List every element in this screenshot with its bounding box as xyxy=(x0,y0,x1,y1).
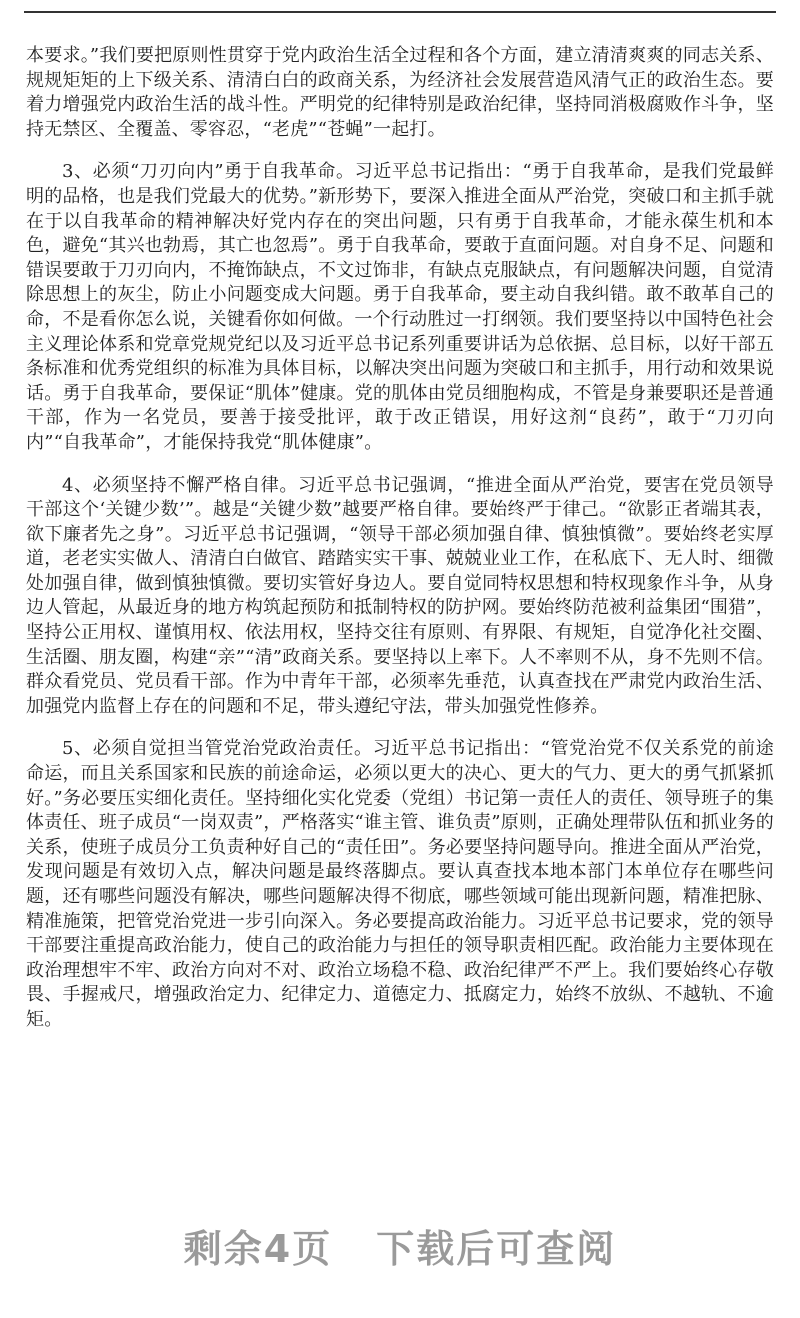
top-divider xyxy=(24,11,776,13)
download-prompt[interactable] xyxy=(0,1218,800,1273)
download-hint-label: 下载后可查阅 xyxy=(376,1227,617,1271)
document-body xyxy=(26,44,774,1051)
paragraph-section-5: 5、必须自觉担当管党治党政治责任。习近平总书记指出：“管党治党不仅关系党的前途命运，而且关系国家和民族的前途命运，必须以更大的决心、更大的气力、更大的勇气抓紧抓好。”务必要压实细化责任。坚持细化实化党委（党组）书记第一责任人的责任、领导班子的集体责任、班子成员“一岗双责”，严格落实“谁主管、谁负责”原则，正确处理带队伍和抓业务的关系，使班子成员分工负责种好自己的“责任田”。务必要坚持问题导向。推进全面从严治党，发现问题是有效切入点，解决问题是最终落脚点。要认真查找本地本部门本单位存在哪些问题，还有哪些问题没有解决，哪些问题解决得不彻底，哪些领域可能出现新问题，精准把脉、精准施策，把管党治党进一步引向深入。务必要提高政治能力。习近平总书记要求，党的领导干部要注重提高政治能力，使自己的政治能力与担任的领导职责相匹配。政治能力主要体现在政治理想牢不牢、政治方向对不对、政治立场稳不稳、政治纪律严不严上。我们要始终心存敬畏、手握戒尺，增强政治定力、纪律定力、道德定力、抵腐定力，始终不放纵、不越轨、不逾矩。 xyxy=(26,738,774,1030)
paragraph-continuation: 本要求。”我们要把原则性贯穿于党内政治生活全过程和各个方面，建立清清爽爽的同志关系、规规矩矩的上下级关系、清清白白的政商关系，为经济社会发展营造风清气正的政治生态。要着力增强党内政治生活的战斗性。严明党的纪律特别是政治纪律，坚持同消极腐败作斗争，坚持无禁区、全覆盖、零容忍，“老虎”“苍蝇”一起打。 xyxy=(26,45,774,140)
paragraph-section-3: 3、必须“刀刃向内”勇于自我革命。习近平总书记指出：“勇于自我革命，是我们党最鲜明的品格，也是我们党最大的优势。”新形势下，要深入推进全面从严治党，突破口和主抓手就在于以自我革命的精神解决好党内存在的突出问题，只有勇于自我革命，才能永葆生机和本色，避免“其兴也勃焉，其亡也忽焉”。勇于自我革命，要敢于直面问题。对自身不足、问题和错误要敢于刀刃向内，不掩饰缺点，不文过饰非，有缺点克服缺点，有问题解决问题，自觉清除思想上的灰尘，防止小问题变成大问题。勇于自我革命，要主动自我纠错。敢不敢革自己的命，不是看你怎么说，关键看你如何做。一个行动胜过一打纲领。我们要坚持以中国特色社会主义理论体系和党章党规党纪以及习近平总书记系列重要讲话为总依据、总目标，以好干部五条标准和优秀党组织的标准为具体目标，以解决突出问题为突破口和主抓手，用行动和效果说话。勇于自我革命，要保证“肌体”健康。党的肌体由党员细胞构成，不管是身兼要职还是普通干部，作为一名党员，要善于接受批评，敢于改正错误，用好这剂“良药”，敢于“刀刃向内”“自我革命”，才能保持我党“肌体健康”。 xyxy=(26,161,774,453)
paragraph-section-4: 4、必须坚持不懈严格自律。习近平总书记强调，“推进全面从严治党，要害在党员领导干部这个‘关键少数’”。越是“关键少数”越要严格自律。要始终严于律己。“欲影正者端其表，欲下廉者先之身”。习近平总书记强调，“领导干部必须加强自律、慎独慎微”。要始终老实厚道，老老实实做人、清清白白做官、踏踏实实干事、兢兢业业工作，在私底下、无人时、细微处加强自律，做到慎独慎微。要切实管好身边人。要自觉同特权思想和特权现象作斗争，从身边人管起，从最近身的地方构筑起预防和抵制特权的防护网。要始终防范被利益集团“围猎”，坚持公正用权、谨慎用权、依法用权，坚持交往有原则、有界限、有规矩，自觉净化社交圈、生活圈、朋友圈，构建“亲”“清”政商关系。要坚持以上率下。人不率则不从，身不先则不信。群众看党员、党员看干部。作为中青年干部，必须率先垂范，认真查找在严肃党内政治生活、加强党内监督上存在的问题和不足，带头遵纪守法，带头加强党性修养。 xyxy=(26,474,774,717)
remaining-pages-label: 剩余4页 xyxy=(183,1227,333,1271)
